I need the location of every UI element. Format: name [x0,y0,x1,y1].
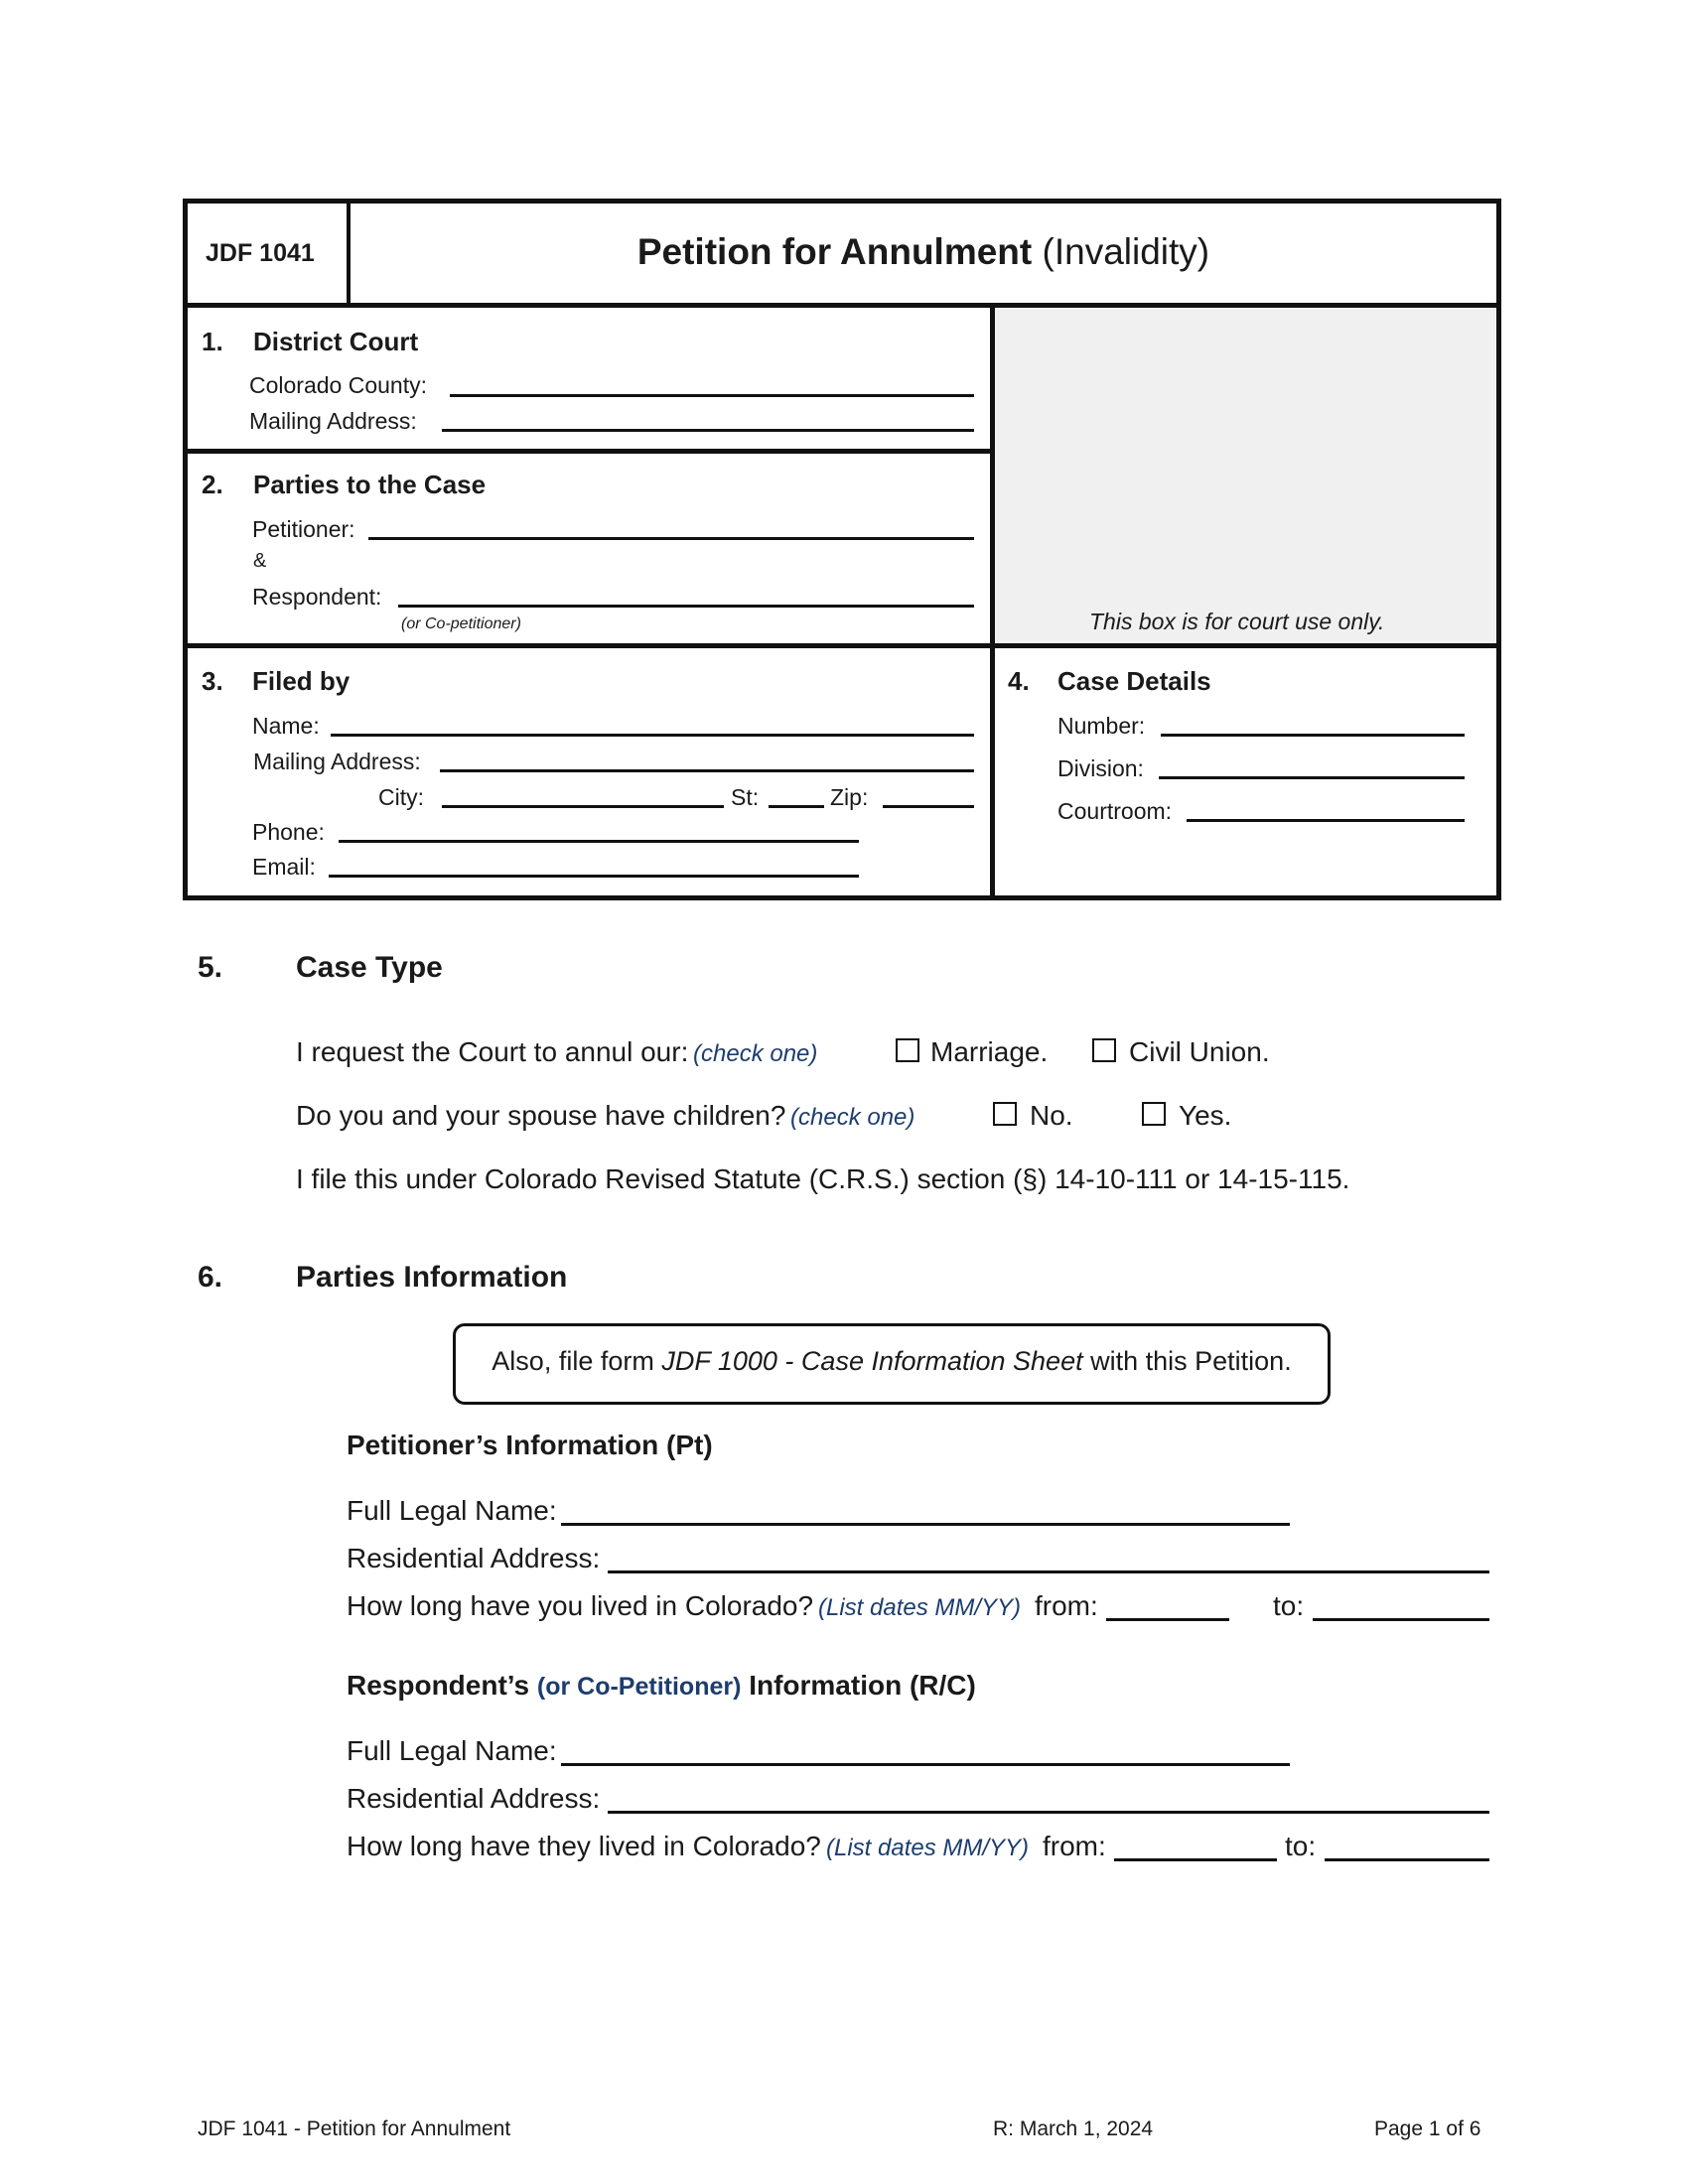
petitioner-info-heading: Petitioner’s Information (Pt) [347,1430,713,1460]
box4-number: 4. [1008,666,1030,696]
pt-address-label: Residential Address: [347,1543,601,1573]
page-title: Petition for Annulment (Invalidity) [636,231,1210,272]
co-petitioner-note: (or Co-petitioner) [401,615,521,632]
filer-city-label: City: [378,784,424,810]
filer-phone-field[interactable] [339,840,859,843]
pt-name-field[interactable] [561,1523,1290,1526]
rc-dates-hint: (List dates MM/YY) [826,1835,1030,1861]
filer-city-field[interactable] [442,805,724,808]
filer-email-label: Email: [252,854,316,880]
header-box [183,199,1501,308]
court-mailing-field[interactable] [442,429,974,432]
pt-address-field[interactable] [608,1570,1489,1573]
division-field[interactable] [1159,776,1465,779]
county-field[interactable] [450,394,974,397]
courtroom-field[interactable] [1187,819,1465,822]
filer-name-field[interactable] [331,734,974,737]
pt-lived-label: How long have you lived in Colorado? [347,1590,814,1621]
section6-title: Parties Information [296,1261,568,1294]
notice-box [453,1323,1331,1405]
annul-hint: (check one) [693,1040,818,1067]
footer-revision: R: March 1, 2024 [993,2117,1154,2140]
pt-from-field[interactable] [1106,1618,1229,1621]
petitioner-field[interactable] [368,537,974,540]
section5-number: 5. [198,951,223,984]
court-use-note: This box is for court use only. [1089,609,1385,634]
pt-from-label: from: [1035,1590,1098,1621]
box2-number: 2. [202,470,223,499]
upper-lower-divider [188,643,1496,648]
box4-title: Case Details [1057,666,1211,696]
case-number-field[interactable] [1161,734,1465,737]
filer-zip-label: Zip: [830,784,869,810]
respondent-field[interactable] [398,605,974,608]
pt-to-label: to: [1273,1590,1305,1621]
footer-form-title: JDF 1041 - Petition for Annulment [198,2117,511,2140]
pt-dates-hint: (List dates MM/YY) [818,1594,1022,1621]
children-hint: (check one) [790,1104,915,1131]
filer-mailing-label: Mailing Address: [253,749,421,774]
filer-zip-field[interactable] [883,805,974,808]
filer-name-label: Name: [252,713,320,739]
children-question: Do you and your spouse have children? [296,1100,786,1131]
box3-title: Filed by [252,666,351,696]
filer-email-field[interactable] [329,875,859,878]
children-no-label: No. [1030,1100,1073,1131]
court-use-box [995,308,1496,645]
box1-box2-divider [188,449,990,454]
box3-number: 3. [202,666,223,696]
rc-name-field[interactable] [561,1763,1290,1766]
filer-phone-label: Phone: [252,819,325,845]
ampersand: & [253,550,267,572]
rc-from-label: from: [1043,1831,1106,1861]
rc-address-label: Residential Address: [347,1783,601,1814]
rc-to-label: to: [1285,1831,1317,1861]
courtroom-label: Courtroom: [1057,798,1173,824]
notice-text: Also, file form JDF 1000 - Case Information Sheet with this Petition. [492,1346,1292,1376]
caption-grid [183,303,1501,900]
filer-mailing-field[interactable] [440,769,974,772]
civil-union-label: Civil Union. [1129,1036,1270,1067]
rc-lived-label: How long have they lived in Colorado? [347,1831,821,1861]
pt-name-label: Full Legal Name: [347,1495,557,1526]
box1-title: District Court [253,327,419,356]
annul-question: I request the Court to annul our: [296,1036,689,1067]
division-label: Division: [1057,755,1144,781]
petitioner-label: Petitioner: [252,516,355,542]
civil-union-checkbox[interactable] [1092,1038,1116,1062]
filer-state-label: St: [731,784,760,810]
case-number-label: Number: [1057,713,1146,739]
rc-to-field[interactable] [1325,1858,1489,1861]
grid-vertical-divider [990,303,995,895]
rc-address-field[interactable] [608,1811,1489,1814]
box1-number: 1. [202,327,223,356]
footer-page-number: Page 1 of 6 [1374,2117,1481,2140]
marriage-checkbox[interactable] [896,1038,919,1062]
children-no-checkbox[interactable] [993,1102,1017,1126]
court-mailing-label: Mailing Address: [249,408,417,434]
form-id: JDF 1041 [206,239,315,267]
statute-text: I file this under Colorado Revised Statute (C.R.S.) section (§) 14-10-111 or 14-15-115. [296,1163,1350,1194]
section6-number: 6. [198,1261,223,1294]
children-yes-label: Yes. [1179,1100,1232,1131]
rc-name-label: Full Legal Name: [347,1735,557,1766]
section5-title: Case Type [296,951,443,984]
filer-state-field[interactable] [769,805,824,808]
county-label: Colorado County: [249,372,427,398]
respondent-info-heading: Respondent’s (or Co-Petitioner) Information (R/C) [347,1670,976,1701]
pt-to-field[interactable] [1313,1618,1489,1621]
children-yes-checkbox[interactable] [1142,1102,1166,1126]
rc-from-field[interactable] [1114,1858,1277,1861]
box2-title: Parties to the Case [253,470,487,499]
marriage-label: Marriage. [930,1036,1049,1067]
respondent-label: Respondent: [252,584,382,610]
